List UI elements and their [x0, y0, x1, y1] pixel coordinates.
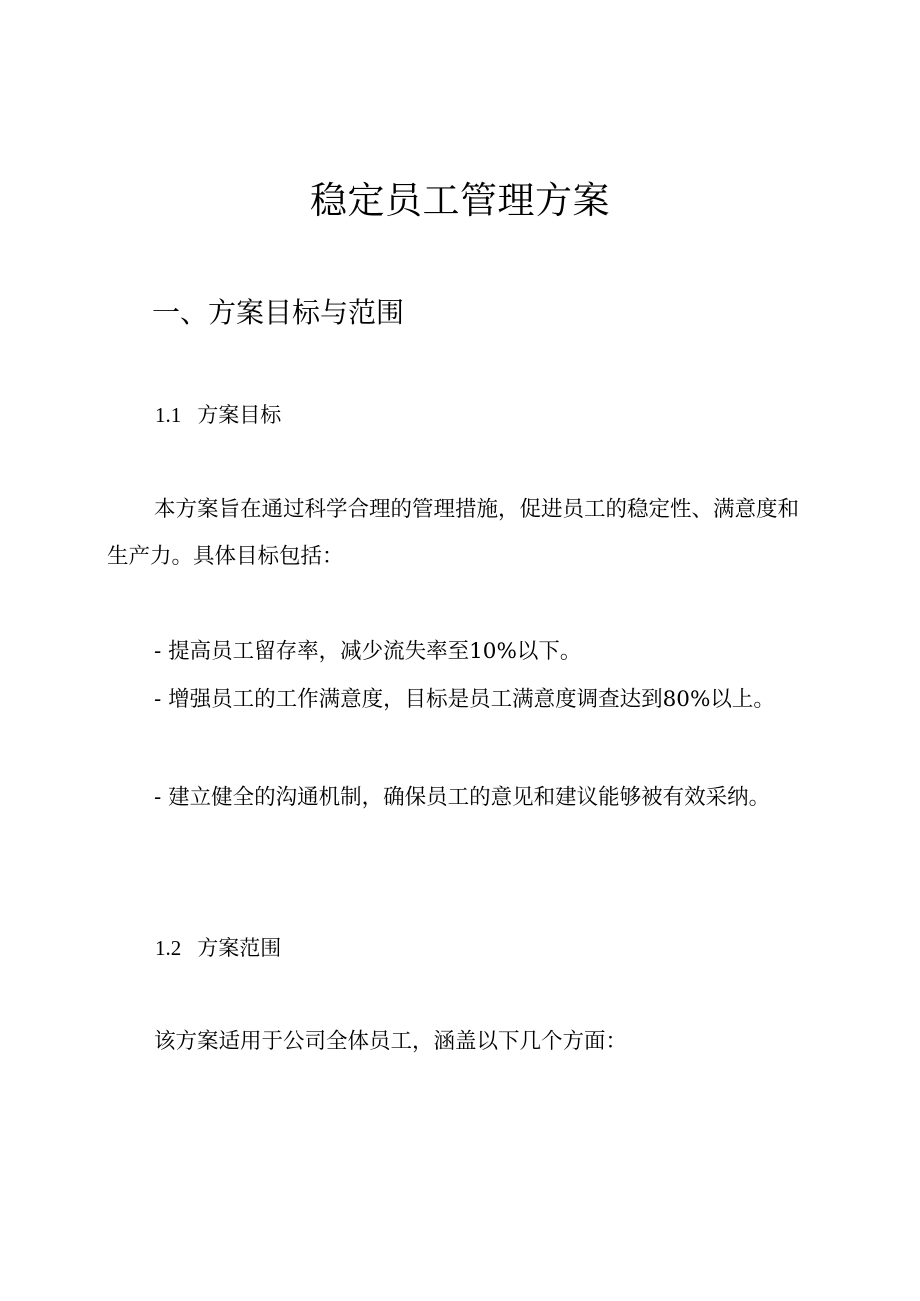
subsection-number: 1.2 — [155, 936, 182, 960]
paragraph-scope-intro: 该方案适用于公司全体员工，涵盖以下几个方面： — [154, 1029, 628, 1054]
list-item: - 增强员工的工作满意度，目标是员工满意度调查达到80%以上。 — [154, 687, 775, 712]
subsection-title: 方案目标 — [197, 403, 282, 427]
subsection-heading-1-2 — [155, 932, 281, 964]
section-heading-1: 一、方案目标与范围 — [152, 296, 405, 329]
subsection-number: 1.1 — [155, 403, 182, 427]
subsection-heading-1-1 — [155, 399, 281, 431]
list-item: - 建立健全的沟通机制，确保员工的意见和建议能够被有效采纳。 — [154, 785, 771, 810]
document-title: 稳定员工管理方案 — [310, 179, 610, 222]
list-item: - 提高员工留存率，减少流失率至10%以下。 — [154, 639, 582, 664]
subsection-title: 方案范围 — [197, 936, 282, 960]
paragraph-goals-intro: 本方案旨在通过科学合理的管理措施，促进员工的稳定性、满意度和生产力。具体目标包括： — [107, 497, 800, 569]
